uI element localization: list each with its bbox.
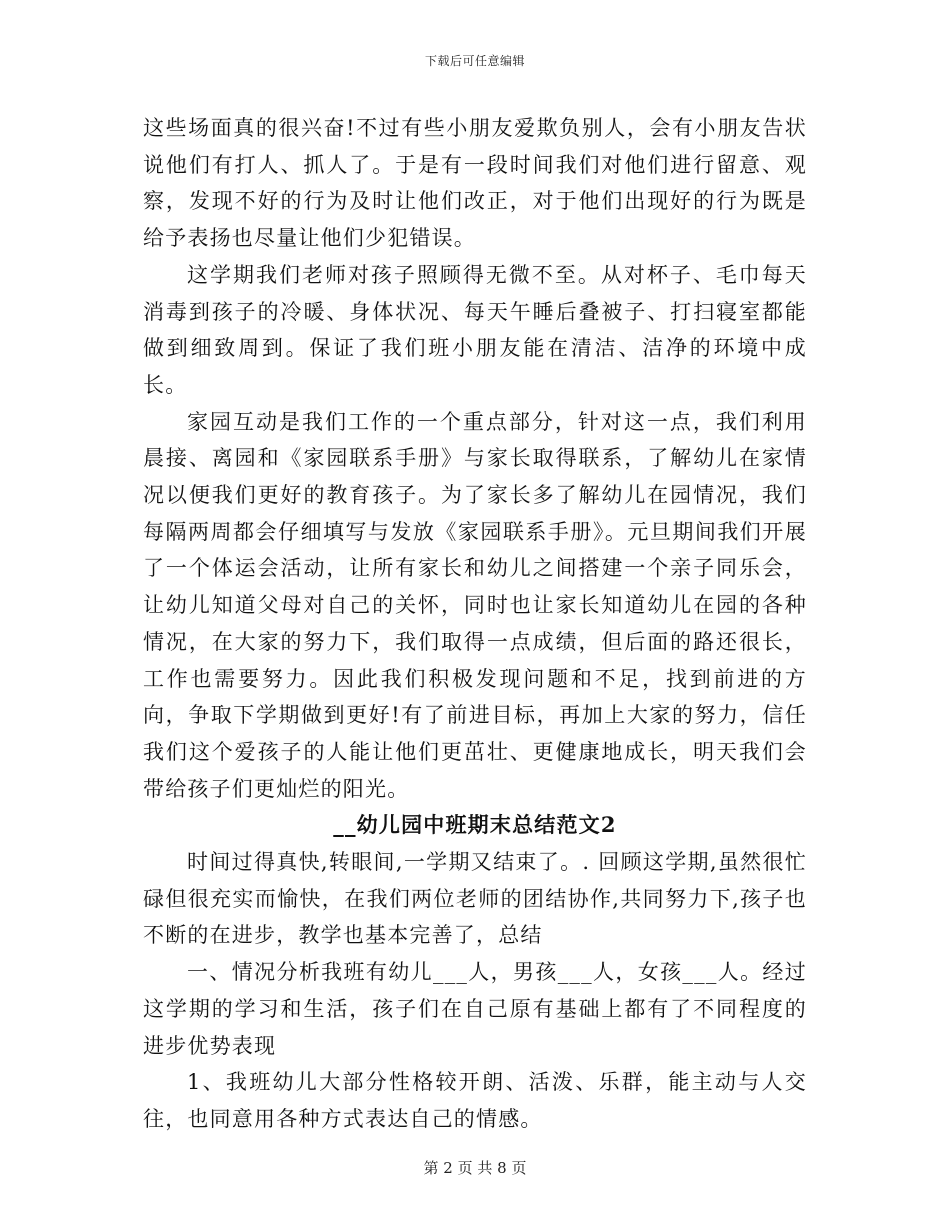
page-header-note: 下载后可任意编辑: [424, 54, 525, 68]
body-paragraph: 1、我班幼儿大部分性格较开朗、活泼、乐群，能主动与人交往，也同意用各种方式表达自己的情感。: [143, 1070, 807, 1131]
body-paragraph: 时间过得真快,转眼间,一学期又结束了。. 回顾这学期,虽然很忙碌但很充实而愉快，在我们两位老师的团结协作,共同努力下,孩子也不断的在进步，教学也基本完善了，总结: [143, 850, 807, 948]
body-paragraph: 这些场面真的很兴奋!不过有些小朋友爱欺负别人，会有小朋友告状说他们有打人、抓人了。于是有一段时间我们对他们进行留意、观察，发现不好的行为及时让他们改正，对于他们出现好的行为既是给予表扬也尽量让他们少犯错误。: [143, 116, 807, 251]
document-body: [143, 110, 807, 1138]
body-paragraph: 家园互动是我们工作的一个重点部分，针对这一点，我们利用晨接、离园和《家园联系手册》与家长取得联系，了解幼儿在家情况以便我们更好的教育孩子。为了家长多了解幼儿在园情况，我们每隔两周都会仔细填写与发放《家园联系手册》。元旦期间我们开展了一个体运会活动，让所有家长和幼儿之间搭建一个亲子同乐会，让幼儿知道父母对自己的关怀，同时也让家长知道幼儿在园的各种情况，在大家的努力下，我们取得一点成绩，但后面的路还很长，工作也需要努力。因此我们积极发现问题和不足，找到前进的方向，争取下学期做到更好!有了前进目标，再加上大家的努力，信任我们这个爱孩子的人能让他们更茁壮、更健康地成长，明天我们会带给孩子们更灿烂的阳光。: [143, 409, 807, 801]
section-title: __幼儿园中班期末总结范文2: [333, 812, 617, 838]
page-footer-number: 第 2 页 共 8 页: [423, 1159, 527, 1177]
body-paragraph: 这学期我们老师对孩子照顾得无微不至。从对杯子、毛巾每天消毒到孩子的冷暖、身体状况、每天午睡后叠被子、打扫寝室都能做到细致周到。保证了我们班小朋友能在清洁、洁净的环境中成长。: [143, 262, 807, 397]
body-paragraph: 一、情况分析我班有幼儿___人，男孩___人，女孩___人。经过这学期的学习和生活，孩子们在自己原有基础上都有了不同程度的进步优势表现: [143, 960, 807, 1058]
